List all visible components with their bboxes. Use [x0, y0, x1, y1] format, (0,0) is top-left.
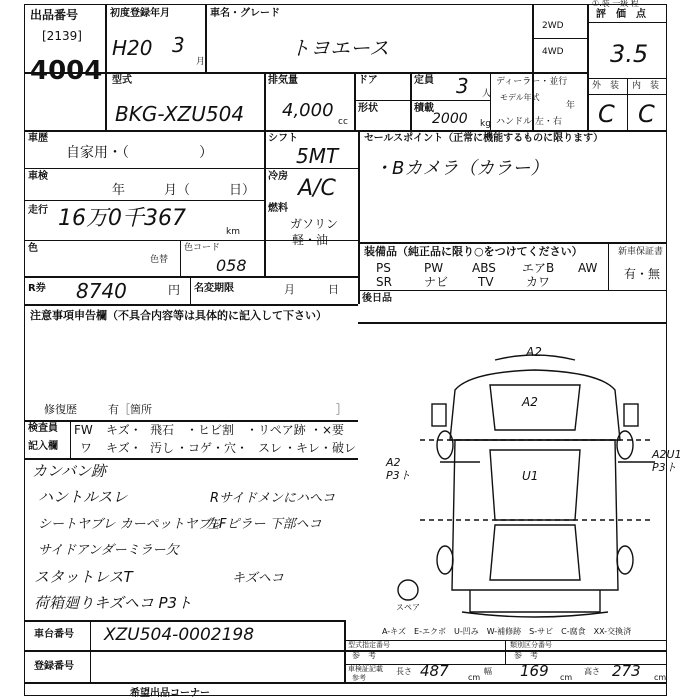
- left-mirror: [432, 404, 446, 426]
- remark-right-5: キズヘコ: [232, 571, 284, 586]
- mileage-value: 16万0千367: [58, 206, 186, 231]
- chassis-value: XZU504-0002198: [104, 625, 255, 645]
- chassis-label: 車台番号: [34, 629, 74, 640]
- check-fw: FW: [74, 423, 93, 437]
- width-label: 幅: [484, 667, 492, 676]
- name-change-label: 名変期限: [194, 283, 234, 294]
- ac-value: A/C: [298, 176, 336, 201]
- type-designation-label: 型式指定番号: [348, 641, 390, 649]
- equip-airbag: エアB: [522, 261, 555, 275]
- lot-label: 出品番号: [30, 8, 79, 22]
- wheel-front-left: [437, 431, 453, 459]
- equip-sr: SR: [376, 275, 392, 289]
- length-unit: cm: [468, 673, 481, 682]
- equip-aw: AW: [578, 261, 598, 275]
- mark-right-side: A2U1 P3ト: [652, 448, 682, 475]
- model-year-label: モデル年式: [500, 93, 540, 102]
- check-scratch-2: キズ・: [106, 441, 142, 455]
- interior-label: 内 装: [632, 81, 660, 91]
- mileage-unit: km: [226, 227, 240, 237]
- handle-label: ハンドル 左・右: [496, 117, 562, 127]
- sales-point-value: ・Bカメラ（カラー）: [374, 158, 549, 179]
- fuel-label: 燃料: [268, 203, 288, 214]
- length-value: 487: [420, 662, 449, 680]
- width-unit: cm: [560, 673, 573, 682]
- height-unit: cm: [654, 673, 667, 682]
- remark-left-1: カンバン跡: [32, 462, 106, 480]
- aftermarket-label: 後日品: [362, 293, 392, 304]
- entry-label: 記入欄: [28, 441, 58, 452]
- shape-label: 形状: [358, 103, 378, 114]
- year-unit: 年: [566, 101, 576, 111]
- check-chip: 飛石: [150, 423, 175, 437]
- remark-right-2: Rサイドメンにハへコ: [210, 491, 335, 506]
- color-code-value: 058: [216, 256, 247, 275]
- reg-year: H20: [112, 36, 153, 60]
- check-replace: ・×要: [310, 423, 345, 437]
- type-ref-label: 参 考: [352, 651, 376, 660]
- repair-value: 有［箇所: [108, 403, 152, 416]
- model-value: BKG-XZU504: [115, 102, 245, 126]
- model-label: 型式: [112, 75, 132, 86]
- door-label: ドア: [358, 75, 378, 86]
- damage-legend: A-キズ E-エクボ U-凹み W-補修跡 S-サビ C-腐食 XX-交換済: [382, 627, 632, 636]
- reg-date-label: 初度登録年月: [110, 8, 170, 19]
- color-label: 色: [28, 243, 38, 254]
- spare-label: スペア: [396, 603, 420, 612]
- reg-number-label: 登録番号: [34, 661, 74, 672]
- remark-left-5: スタットレスT: [34, 568, 133, 586]
- mark-u1-roof: U1: [522, 469, 539, 483]
- check-dirt: 汚し: [150, 441, 175, 455]
- wheel-rear-left: [437, 546, 453, 574]
- equipment-label: 装備品（純正品に限り○をつけてください）: [364, 245, 583, 258]
- fuel-gasoline: ガソリン: [290, 217, 339, 231]
- equip-abs: ABS: [472, 261, 496, 275]
- exterior-label: 外 装: [592, 81, 620, 91]
- check-crack: ・ヒビ割: [186, 423, 235, 437]
- desired-corner-label: 希望出品コーナー: [130, 688, 210, 699]
- inspection-value: 年 月（ 日）: [112, 183, 256, 198]
- capacity-unit: 人: [482, 89, 492, 99]
- load-value: 2000: [432, 111, 468, 127]
- history-value: 自家用・（ ）: [66, 145, 213, 161]
- car-name-value: トヨエース: [290, 36, 389, 60]
- recycle-unit: 円: [168, 283, 181, 297]
- car-name-label: 車名・グレード: [210, 8, 280, 19]
- check-repair: ・リペア跡: [246, 423, 306, 437]
- drive-2wd: 2WD: [542, 21, 564, 31]
- check-wear: スレ: [258, 441, 283, 455]
- history-label: 車歴: [28, 133, 48, 144]
- top-right-note: ①.装 一級 程: [592, 0, 639, 8]
- exterior-value: C: [598, 100, 615, 128]
- height-label: 高さ: [584, 667, 600, 676]
- color-change-label: 色替: [150, 255, 169, 265]
- equip-pw: PW: [424, 261, 444, 275]
- recycle-label: R券: [28, 283, 46, 294]
- notes-label: 注意事項申告欄（不具合内容等は具体的に記入して下さい）: [30, 309, 327, 322]
- lot-code: [2139]: [42, 29, 82, 43]
- mark-left-side: A2 P3ト: [386, 456, 411, 483]
- wheel-rear-right: [617, 546, 633, 574]
- cargo-floor: [490, 525, 580, 580]
- check-wa: ワ: [80, 441, 93, 455]
- rear-gate: [470, 590, 600, 612]
- warranty-value: 有・無: [624, 267, 661, 281]
- check-cut: ・キレ・: [284, 441, 332, 455]
- cert-ref-label: 参考: [352, 674, 366, 682]
- mark-a2-hood: A2: [522, 395, 538, 409]
- lot-number: 4004: [30, 56, 103, 86]
- drive-4wd: 4WD: [542, 47, 564, 57]
- check-scratch: キズ・: [106, 423, 142, 437]
- cert-label: 車検証記載: [348, 665, 383, 673]
- remark-left-4: サイドアンダーミラー欠: [38, 543, 179, 558]
- remark-left-6: 荷箱廻りキズヘコ P3ト: [34, 594, 193, 612]
- color-code-label: 色コード: [184, 243, 221, 253]
- load-unit: kg: [480, 119, 491, 129]
- name-change-value: 月 日: [284, 283, 339, 296]
- check-tear: 破レ: [332, 441, 357, 455]
- right-mirror: [624, 404, 638, 426]
- equip-leather: カワ: [526, 275, 551, 289]
- category-label: 類別区分番号: [510, 641, 552, 649]
- capacity-label: 定員: [414, 75, 434, 86]
- category-ref-label: 参 考: [514, 651, 538, 660]
- spare-tire: [398, 580, 418, 600]
- grade-label: 評 価 点: [596, 9, 646, 20]
- dealer-label: ディーラー・並行: [496, 77, 568, 87]
- warranty-label: 新車保証書: [618, 247, 664, 257]
- interior-value: C: [638, 100, 655, 128]
- reg-month-unit: 月: [196, 57, 206, 67]
- inspector-label: 検査員: [28, 423, 58, 434]
- equip-navi: ナビ: [424, 275, 449, 289]
- displacement-label: 排気量: [268, 75, 298, 86]
- width-value: 169: [520, 662, 549, 680]
- displacement-unit: cc: [338, 117, 348, 127]
- length-label: 長さ: [396, 667, 412, 676]
- equip-tv: TV: [478, 275, 494, 289]
- wheel-front-right: [617, 431, 633, 459]
- reg-month: 3: [172, 33, 185, 57]
- fuel-diesel: 軽・油: [292, 233, 329, 247]
- height-value: 273: [612, 662, 641, 680]
- mileage-label: 走行: [28, 205, 48, 216]
- repair-end: ］: [336, 403, 347, 416]
- recycle-value: 8740: [76, 279, 127, 303]
- check-burn: ・コゲ・穴・: [176, 441, 249, 455]
- grade-value: 3.5: [610, 40, 649, 68]
- sales-point-label: セールスポイント（正常に機能するものに限ります）: [364, 133, 604, 144]
- equip-ps: PS: [376, 261, 391, 275]
- load-label: 積載: [414, 103, 434, 114]
- roof-panel: [490, 450, 580, 520]
- ac-label: 冷房: [268, 171, 288, 182]
- displacement-value: 4,000: [282, 100, 334, 121]
- shift-label: シフト: [268, 133, 298, 144]
- shift-value: 5MT: [296, 144, 339, 168]
- inspection-label: 車検: [28, 171, 48, 182]
- repair-label: 修復歴: [44, 403, 77, 416]
- remark-right-3: 左Fピラー 下部ヘコ: [206, 517, 322, 532]
- remark-left-3: シートヤブレ カーペットヤブレ: [38, 517, 224, 532]
- capacity-value: 3: [456, 74, 469, 98]
- rear-bumper-outline: [462, 612, 608, 617]
- remark-left-2: ハントルスレ: [38, 488, 128, 506]
- mark-a2-front: A2: [526, 345, 542, 359]
